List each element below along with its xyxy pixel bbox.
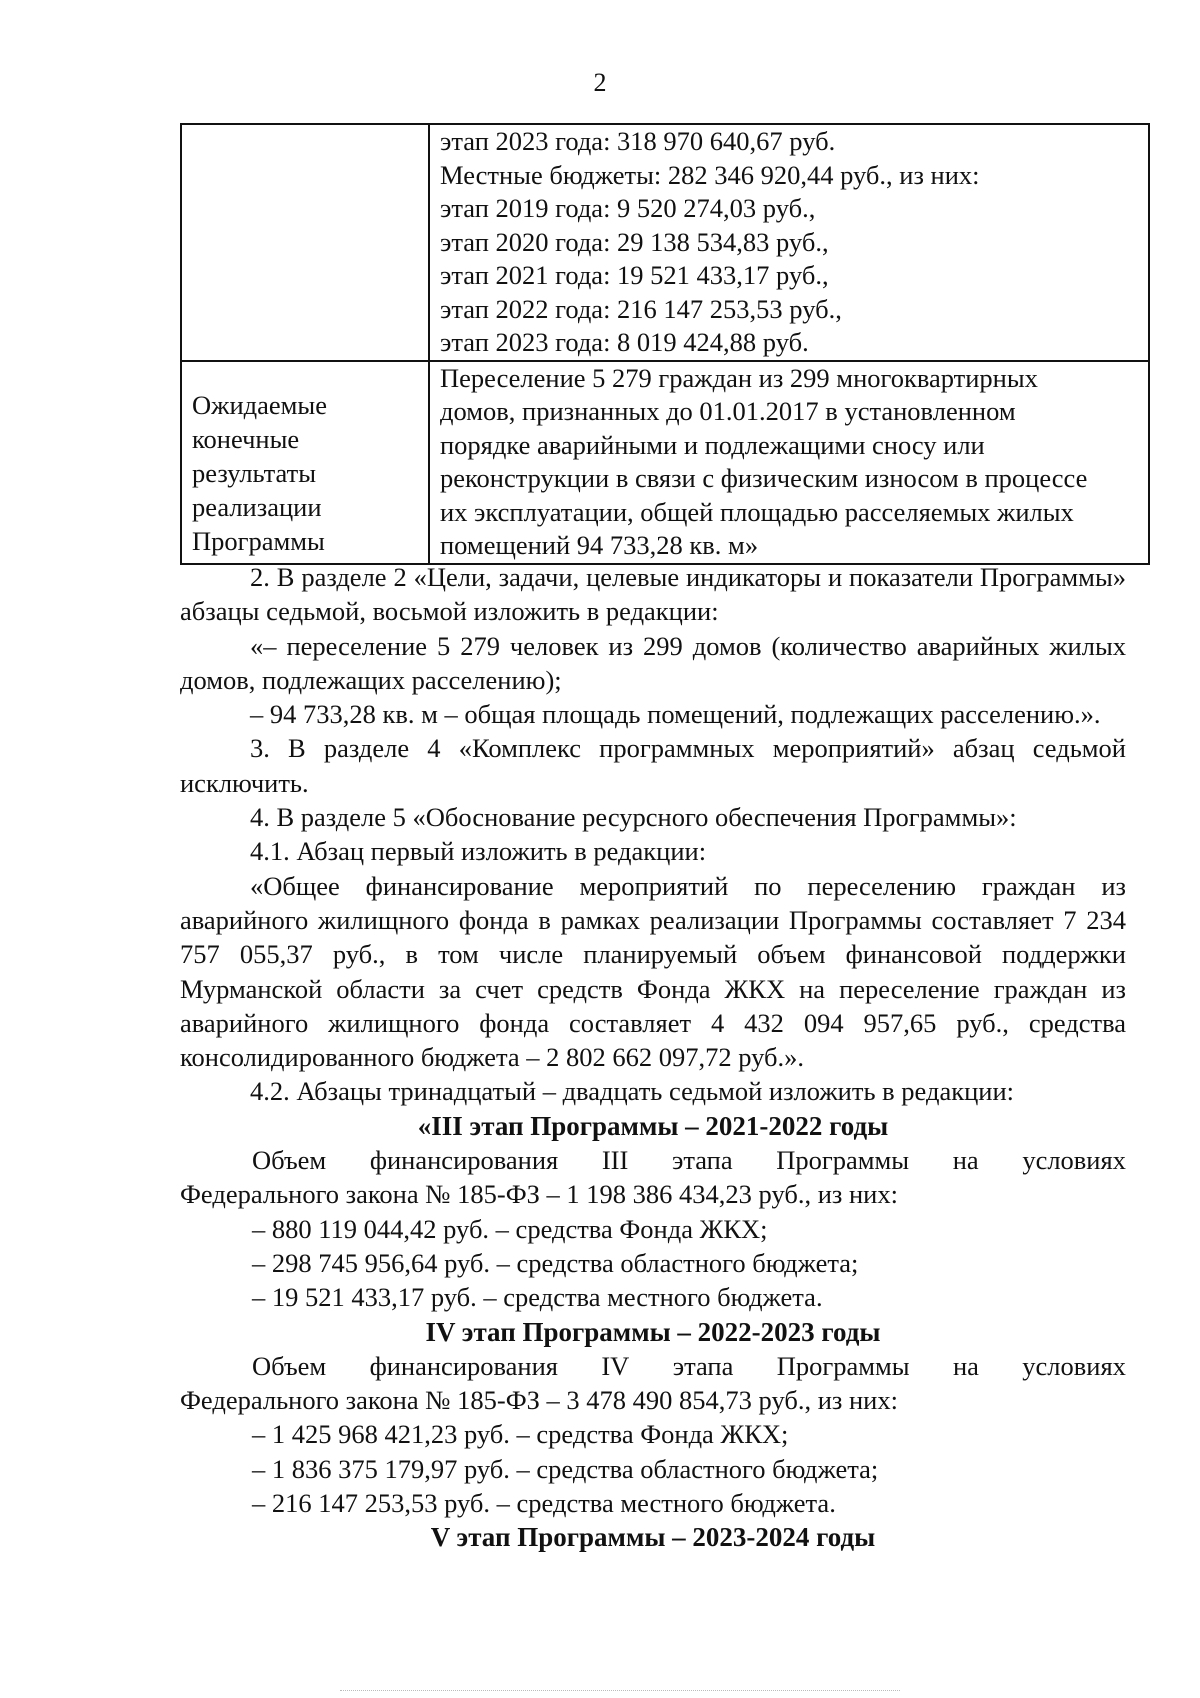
funding-line: этап 2023 года: 318 970 640,67 руб. bbox=[440, 126, 836, 156]
funding-line: этап 2022 года: 216 147 253,53 руб., bbox=[440, 293, 842, 324]
table-row bbox=[181, 361, 1149, 564]
stage-4-item: – 216 147 253,53 руб. – средства местного бюджета. bbox=[252, 1488, 836, 1519]
word: III bbox=[601, 1145, 629, 1176]
results-line: реконструкции в связи с физическим износом в процессе bbox=[440, 463, 1088, 493]
stage-3-item: – 19 521 433,17 руб. – средства местного бюджета. bbox=[252, 1282, 823, 1313]
label-line: результаты bbox=[192, 457, 316, 488]
word: Программы bbox=[776, 1145, 910, 1176]
stage-4-heading: IV этап Программы – 2022-2023 годы bbox=[425, 1316, 881, 1347]
paragraph-section-2: 2. В разделе 2 «Цели, задачи, целевые индикаторы и показатели Программы» абзацы седьмой, восьмой изложить в редакции: bbox=[180, 562, 1126, 627]
stage-3-total: Федерального закона № 185-ФЗ – 1 198 386 434,23 руб., из них: bbox=[180, 1179, 898, 1210]
program-passport-table bbox=[180, 123, 1150, 565]
stage-3-intro bbox=[180, 1143, 1126, 1177]
stage-4-intro bbox=[180, 1349, 1126, 1383]
funding-line: этап 2023 года: 8 019 424,88 руб. bbox=[440, 327, 809, 357]
funding-line: Местные бюджеты: 282 346 920,44 руб., из них: bbox=[440, 159, 980, 190]
table-cell-label bbox=[181, 361, 429, 564]
word: Объем bbox=[252, 1145, 327, 1176]
word: финансирования bbox=[369, 1145, 559, 1176]
document-body bbox=[180, 560, 1126, 1555]
funding-line: этап 2019 года: 9 520 274,03 руб., bbox=[440, 193, 816, 223]
stage-3-item: – 880 119 044,42 руб. – средства Фонда ЖКХ; bbox=[252, 1213, 768, 1244]
page-number: 2 bbox=[593, 68, 607, 97]
word: этапа bbox=[672, 1350, 734, 1381]
paragraph-total-funding: «Общее финансирование мероприятий по переселению граждан из аварийного жилищного фонда в рамках реализации Программы составляет 7 234 757 055,37 руб., в том числе планируемый объем финансовой поддержки Мурманской области за счет средств Фонда ЖКХ на переселение граждан из аварийного жилищного фонда составляет 4 432 094 957,65 руб., средства консолидированного бюджета – 2 802 662 097,72 руб.». bbox=[180, 870, 1126, 1073]
table-cell-empty bbox=[181, 124, 429, 361]
results-line: порядке аварийными и подлежащими сносу или bbox=[440, 429, 985, 460]
funding-line: этап 2020 года: 29 138 534,83 руб., bbox=[440, 226, 829, 257]
word: IV bbox=[601, 1350, 630, 1381]
word: финансирования bbox=[369, 1350, 558, 1381]
results-line: домов, признанных до 01.01.2017 в установленном bbox=[440, 396, 1016, 426]
paragraph-section-4: 3. В разделе 4 «Комплекс программных мероприятий» абзац седьмой исключить. bbox=[180, 733, 1126, 798]
label-line: конечные bbox=[192, 423, 300, 454]
paragraph-resettlement-area: – 94 733,28 кв. м – общая площадь помещений, подлежащих расселению.». bbox=[250, 699, 1101, 730]
stage-4-item: – 1 425 968 421,23 руб. – средства Фонда ЖКХ; bbox=[252, 1419, 789, 1450]
word: Объем bbox=[252, 1350, 327, 1381]
label-line: Программы bbox=[192, 525, 325, 556]
stage-4-total: Федерального закона № 185-ФЗ – 3 478 490 854,73 руб., из них: bbox=[180, 1385, 898, 1416]
stage-4-item: – 1 836 375 179,97 руб. – средства областного бюджета; bbox=[252, 1453, 879, 1484]
label-line: Ожидаемые bbox=[192, 389, 327, 420]
paragraph-section-5: 4. В разделе 5 «Обоснование ресурсного обеспечения Программы»: bbox=[250, 802, 1017, 833]
label-line: реализации bbox=[192, 491, 322, 522]
word: на bbox=[952, 1350, 979, 1381]
table-cell-funding bbox=[429, 124, 1149, 361]
funding-line: этап 2021 года: 19 521 433,17 руб., bbox=[440, 260, 829, 290]
table-cell-results bbox=[429, 361, 1149, 564]
word: на bbox=[952, 1145, 979, 1176]
word: этапа bbox=[671, 1145, 733, 1176]
word: условиях bbox=[1022, 1350, 1126, 1381]
stage-3-item: – 298 745 956,64 руб. – средства областного бюджета; bbox=[252, 1247, 859, 1278]
paragraph-4-1: 4.1. Абзац первый изложить в редакции: bbox=[250, 836, 707, 867]
stage-5-heading: V этап Программы – 2023-2024 годы bbox=[430, 1522, 876, 1553]
results-line: Переселение 5 279 граждан из 299 многоквартирных bbox=[440, 362, 1038, 393]
results-line: их эксплуатации, общей площадью расселяемых жилых bbox=[440, 496, 1074, 527]
results-line: помещений 94 733,28 кв. м» bbox=[440, 530, 759, 560]
paragraph-4-2: 4.2. Абзацы тринадцатый – двадцать седьмой изложить в редакции: bbox=[250, 1076, 1014, 1107]
word: Программы bbox=[776, 1350, 910, 1381]
paragraph-resettlement-people: «– переселение 5 279 человек из 299 домов (количество аварийных жилых домов, подлежащих расселению); bbox=[180, 630, 1126, 695]
word: условиях bbox=[1022, 1145, 1126, 1176]
stage-3-heading: «III этап Программы – 2021-2022 годы bbox=[417, 1110, 889, 1141]
scan-artifact-divider bbox=[340, 1690, 900, 1693]
table-row bbox=[181, 124, 1149, 361]
